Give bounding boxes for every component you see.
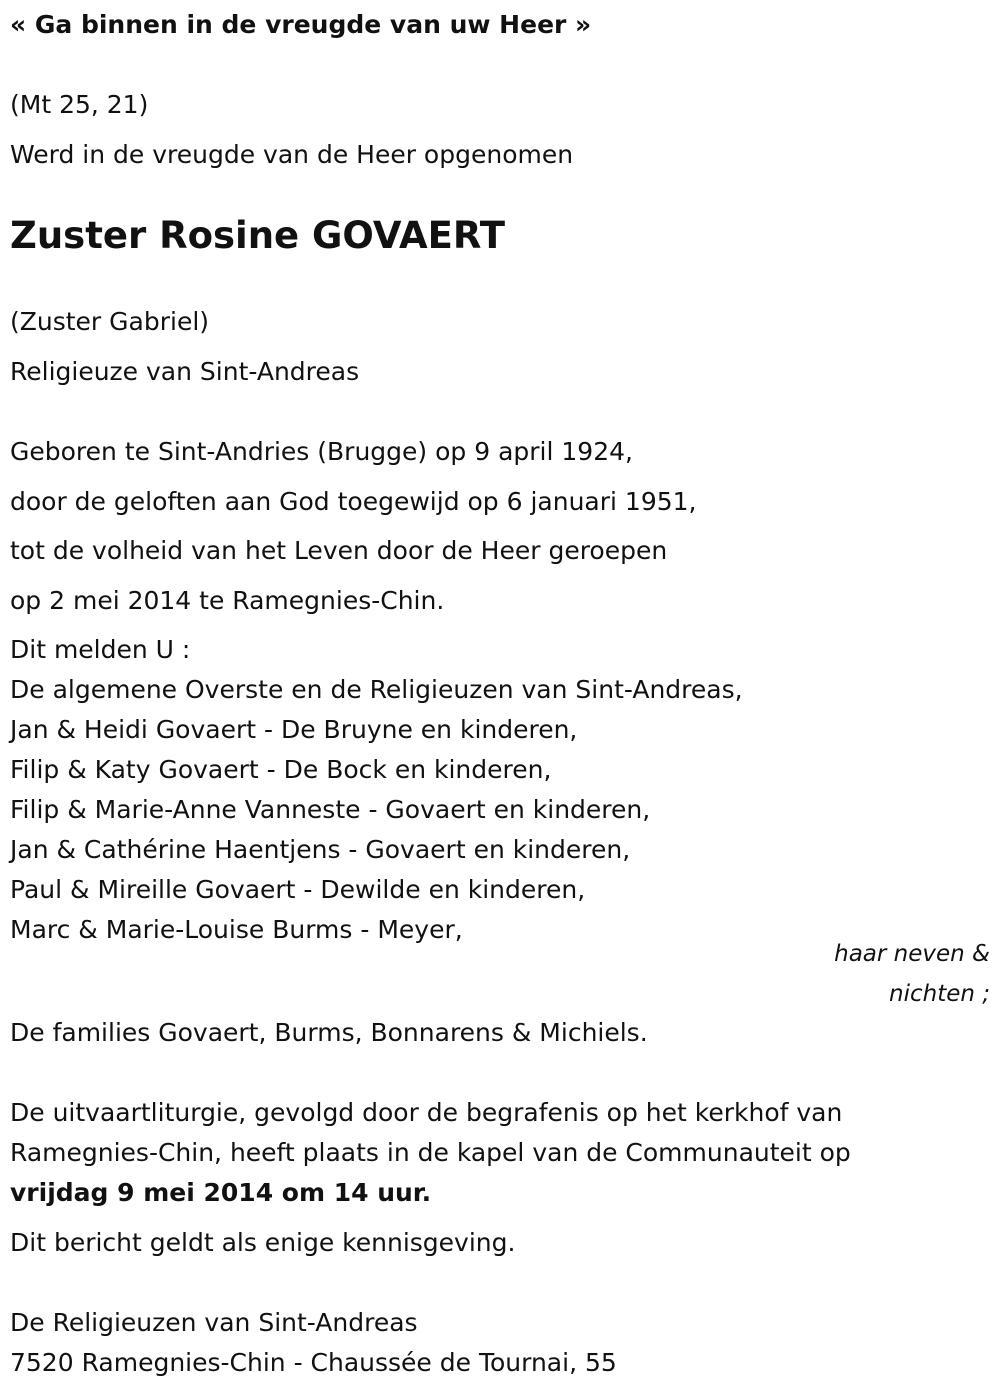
religious-name: (Zuster Gabriel) bbox=[10, 307, 210, 336]
life-line: door de geloften aan God toegewijd op 6 januari 1951, bbox=[10, 487, 697, 516]
opening-quote: « Ga binnen in de vreugde van uw Heer » bbox=[10, 10, 592, 39]
funeral-line: Ramegnies-Chin, heeft plaats in de kapel van de Communauteit op bbox=[10, 1138, 851, 1167]
mourner-line: Marc & Marie-Louise Burms - Meyer, bbox=[10, 915, 463, 944]
mourner-line: Jan & Heidi Govaert - De Bruyne en kinderen, bbox=[10, 715, 578, 744]
funeral-line: De uitvaartliturgie, gevolgd door de begrafenis op het kerkhof van bbox=[10, 1098, 843, 1127]
announce-label: Dit melden U : bbox=[10, 635, 191, 664]
mourner-line: Paul & Mireille Govaert - Dewilde en kinderen, bbox=[10, 875, 586, 904]
mourner-line: Filip & Katy Govaert - De Bock en kinderen, bbox=[10, 755, 552, 784]
mourner-line: De algemene Overste en de Religieuzen van Sint-Andreas, bbox=[10, 675, 743, 704]
life-line: tot de volheid van het Leven door de Heer geroepen bbox=[10, 536, 668, 565]
deceased-name: Zuster Rosine GOVAERT bbox=[10, 214, 505, 257]
life-line: Geboren te Sint-Andries (Brugge) op 9 april 1924, bbox=[10, 437, 633, 466]
intro-text: Werd in de vreugde van de Heer opgenomen bbox=[10, 140, 574, 169]
sender: De Religieuzen van Sint-Andreas bbox=[10, 1308, 418, 1337]
mourner-line: Jan & Cathérine Haentjens - Govaert en kinderen, bbox=[10, 835, 631, 864]
notice: Dit bericht geldt als enige kennisgeving. bbox=[10, 1228, 516, 1257]
congregation: Religieuze van Sint-Andreas bbox=[10, 357, 360, 386]
relation-line: nichten ; bbox=[889, 981, 990, 1007]
life-line: op 2 mei 2014 te Ramegnies-Chin. bbox=[10, 586, 445, 615]
funeral-date: vrijdag 9 mei 2014 om 14 uur. bbox=[10, 1178, 432, 1207]
address: 7520 Ramegnies-Chin - Chaussée de Tournai, 55 bbox=[10, 1348, 617, 1377]
bible-verse: (Mt 25, 21) bbox=[10, 90, 149, 119]
mourner-line: Filip & Marie-Anne Vanneste - Govaert en kinderen, bbox=[10, 795, 651, 824]
families: De families Govaert, Burms, Bonnarens & Michiels. bbox=[10, 1018, 648, 1047]
relation-line: haar neven & bbox=[834, 941, 990, 967]
